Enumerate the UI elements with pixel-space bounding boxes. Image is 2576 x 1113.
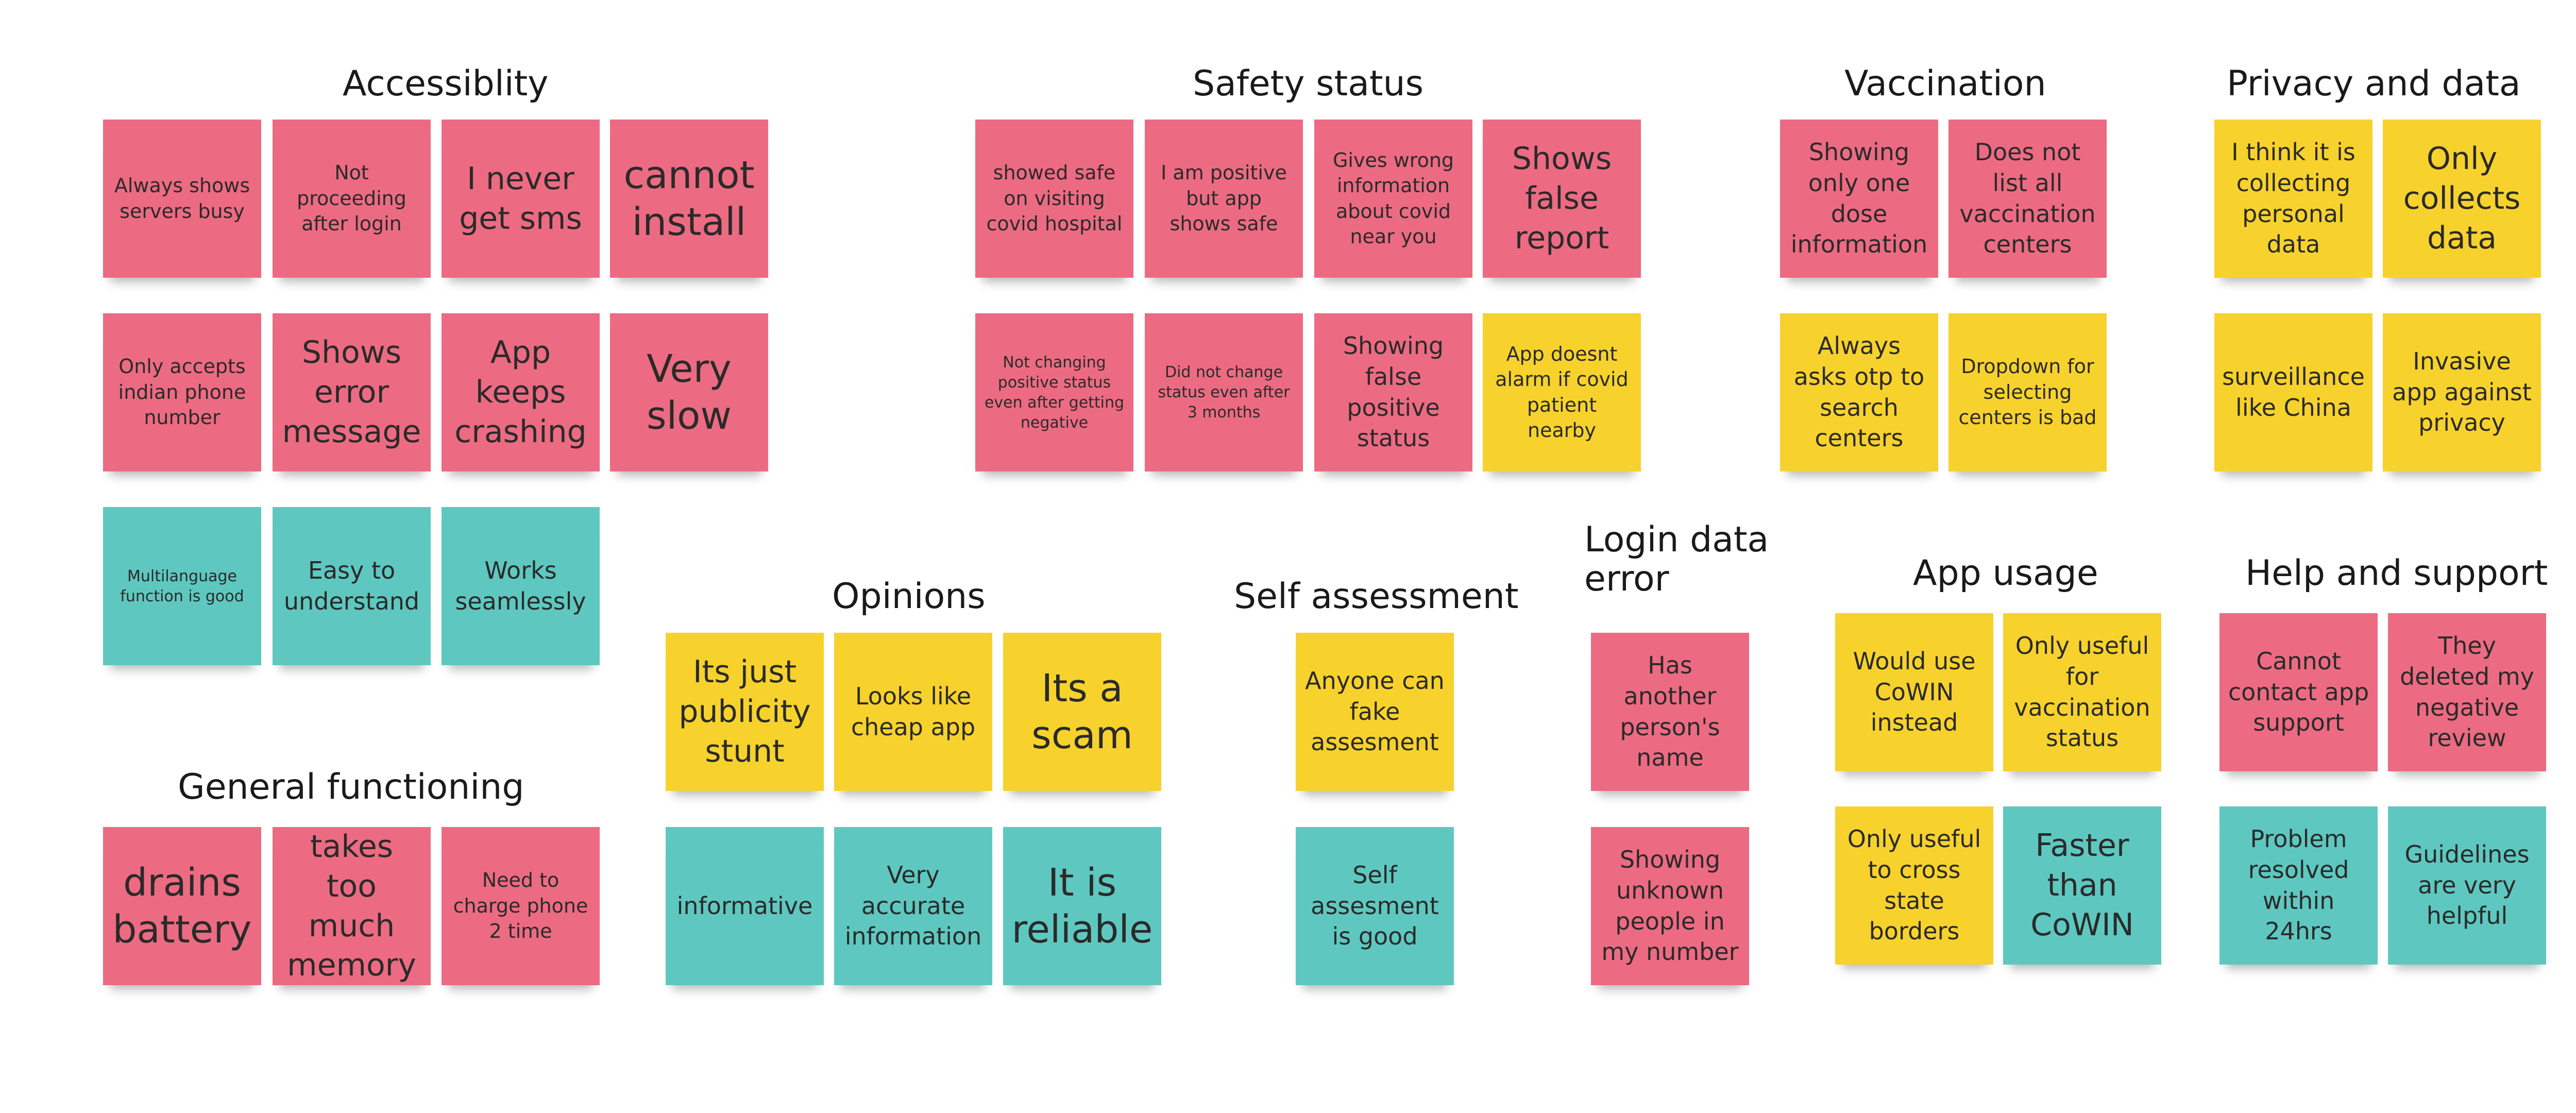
sticky-note[interactable]: Always shows servers busy <box>103 120 261 278</box>
sticky-note[interactable]: Only useful for vaccination status <box>2003 613 2161 771</box>
sticky-note[interactable]: takes too much memory <box>273 827 431 985</box>
sticky-note[interactable]: Its a scam <box>1003 633 1161 791</box>
cluster-title: Self assessment <box>1234 576 1519 617</box>
sticky-note[interactable]: Self assesment is good <box>1296 827 1454 985</box>
sticky-note[interactable]: Only collects data <box>2383 120 2541 278</box>
sticky-note[interactable]: Dropdown for selecting centers is bad <box>1948 313 2107 471</box>
sticky-note[interactable]: Anyone can fake assesment <box>1296 633 1454 791</box>
sticky-note[interactable]: Showing false positive status <box>1314 313 1472 471</box>
sticky-note[interactable]: Very accurate information <box>834 827 992 985</box>
sticky-note[interactable]: They deleted my negative review <box>2388 613 2546 771</box>
cluster-title: App usage <box>1913 553 2098 594</box>
sticky-note[interactable]: Has another person's name <box>1591 633 1749 791</box>
cluster-title: Opinions <box>832 576 986 617</box>
sticky-note[interactable]: Not proceeding after login <box>273 120 431 278</box>
sticky-note[interactable]: It is reliable <box>1003 827 1161 985</box>
sticky-note[interactable]: Shows error message <box>273 313 431 471</box>
sticky-note[interactable]: Problem resolved within 24hrs <box>2219 806 2378 965</box>
sticky-note[interactable]: Looks like cheap app <box>834 633 992 791</box>
sticky-note[interactable]: I am positive but app shows safe <box>1145 120 1303 278</box>
sticky-note[interactable]: surveillance like China <box>2214 313 2372 471</box>
cluster-title: Help and support <box>2245 553 2548 594</box>
cluster-title: Login data error <box>1584 519 1769 600</box>
sticky-note[interactable]: Its just publicity stunt <box>666 633 824 791</box>
cluster-title: Accessiblity <box>343 63 549 104</box>
sticky-note[interactable]: showed safe on visiting covid hospital <box>975 120 1133 278</box>
sticky-note[interactable]: Cannot contact app support <box>2219 613 2378 771</box>
sticky-note[interactable]: Showing only one dose information <box>1780 120 1938 278</box>
sticky-note[interactable]: Guidelines are very helpful <box>2388 806 2546 965</box>
sticky-note[interactable]: Very slow <box>610 313 768 471</box>
sticky-note[interactable]: Not changing positive status even after getting negative <box>975 313 1133 471</box>
cluster-title: Privacy and data <box>2227 63 2521 104</box>
sticky-note[interactable]: Would use CoWIN instead <box>1835 613 1993 771</box>
sticky-note[interactable]: Works seamlessly <box>442 507 600 665</box>
sticky-note[interactable]: Gives wrong information about covid near you <box>1314 120 1472 278</box>
cluster-title: General functioning <box>178 767 524 807</box>
sticky-note[interactable]: App keeps crashing <box>442 313 600 471</box>
cluster-title: Safety status <box>1193 63 1424 104</box>
sticky-note[interactable]: Does not list all vaccination centers <box>1948 120 2107 278</box>
sticky-note[interactable]: Faster than CoWIN <box>2003 806 2161 965</box>
cluster-title: Vaccination <box>1844 63 2046 104</box>
sticky-note[interactable]: Did not change status even after 3 months <box>1145 313 1303 471</box>
sticky-note[interactable]: cannot install <box>610 120 768 278</box>
sticky-note[interactable]: I never get sms <box>442 120 600 278</box>
sticky-note[interactable]: Only accepts indian phone number <box>103 313 261 471</box>
sticky-note[interactable]: App doesnt alarm if covid patient nearby <box>1483 313 1641 471</box>
sticky-note[interactable]: Showing unknown people in my number <box>1591 827 1749 985</box>
sticky-note[interactable]: Need to charge phone 2 time <box>442 827 600 985</box>
sticky-note[interactable]: I think it is collecting personal data <box>2214 120 2372 278</box>
sticky-note[interactable]: Always asks otp to search centers <box>1780 313 1938 471</box>
sticky-note[interactable]: drains battery <box>103 827 261 985</box>
sticky-note[interactable]: Multilanguage function is good <box>103 507 261 665</box>
sticky-note[interactable]: Shows false report <box>1483 120 1641 278</box>
sticky-note[interactable]: Easy to understand <box>273 507 431 665</box>
sticky-note[interactable]: Only useful to cross state borders <box>1835 806 1993 965</box>
sticky-note[interactable]: informative <box>666 827 824 985</box>
sticky-note[interactable]: Invasive app against privacy <box>2383 313 2541 471</box>
